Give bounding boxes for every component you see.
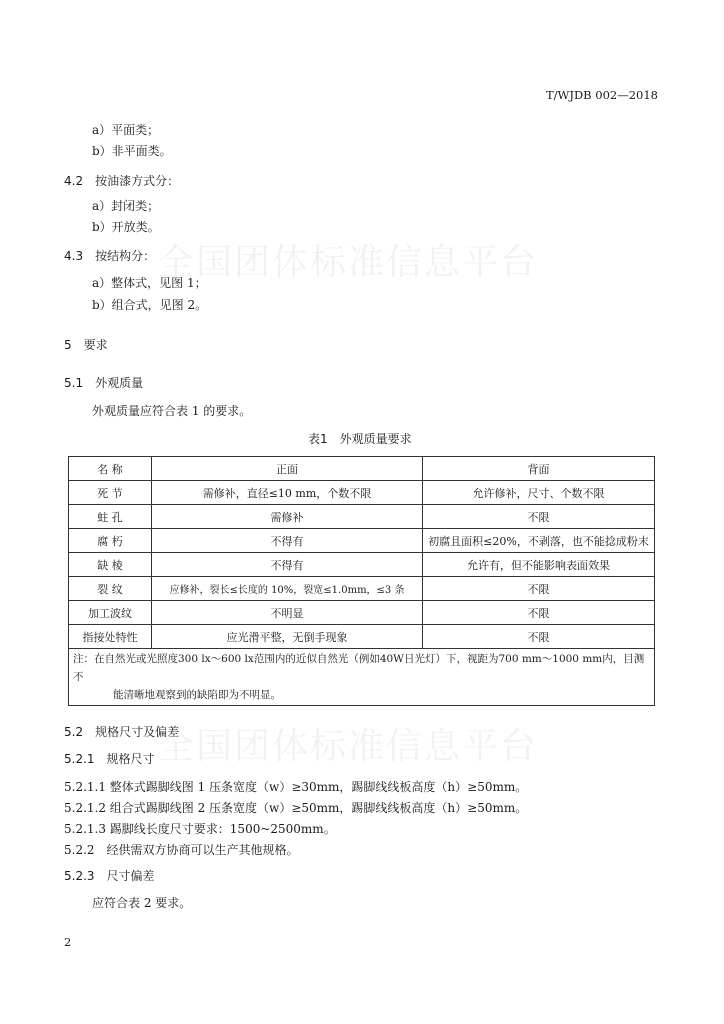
list-item: b）组合式，见图 2。: [92, 298, 208, 312]
table-cell: 不明显: [152, 601, 423, 625]
quality-table: [68, 456, 655, 706]
section-heading: 4.3 按结构分：: [64, 249, 156, 263]
table-row: [69, 505, 655, 529]
paragraph: 应符合表 2 要求。: [92, 896, 192, 910]
table-cell: 不限: [423, 601, 655, 625]
table-cell: 允许修补，尺寸、个数不限: [423, 481, 655, 505]
table-cell: 需修补: [152, 505, 423, 529]
table-row: [69, 553, 655, 577]
section-heading: 5.2.1 规格尺寸: [64, 752, 155, 766]
section-heading: 5.1 外观质量: [64, 376, 144, 390]
list-item: a）封闭类；: [92, 199, 160, 213]
table-note-line: 能清晰地观察到的缺陷即为不明显。: [113, 689, 281, 701]
table-cell: 不限: [423, 505, 655, 529]
list-item: b）开放类。: [92, 220, 160, 234]
paragraph: 5.2.1.3 踢脚线长度尺寸要求：1500~2500mm。: [64, 822, 336, 836]
table-cell: 初腐且面积≤20%，不剥落，也不能捻成粉末: [423, 529, 655, 553]
section-heading: 4.2 按油漆方式分：: [64, 174, 180, 188]
table-cell: 腐 朽: [69, 529, 152, 553]
paragraph: 5.2.2 经供需双方协商可以生产其他规格。: [64, 843, 299, 857]
section-heading: 5.2.3 尺寸偏差: [64, 869, 155, 883]
table-note: [69, 649, 655, 706]
table-row: [69, 481, 655, 505]
list-item: b）非平面类。: [92, 144, 172, 158]
paragraph: 外观质量应符合表 1 的要求。: [92, 404, 252, 418]
table-row: [69, 577, 655, 601]
table-cell: 蛀 孔: [69, 505, 152, 529]
table-note-row: [69, 649, 655, 706]
paragraph: 5.2.1.2 组合式踢脚线图 2 压条宽度（w）≥50mm，踢脚线线板高度（h）≥50mm。: [64, 801, 528, 815]
watermark: 全国团体标准信息平台: [158, 726, 539, 767]
paragraph: 5.2.1.1 整体式踢脚线图 1 压条宽度（w）≥30mm，踢脚线线板高度（h）≥50mm。: [64, 780, 528, 794]
list-item: a）平面类；: [92, 123, 160, 137]
table-cell: 加工波纹: [69, 601, 152, 625]
watermark: 全国团体标准信息平台: [158, 242, 539, 283]
section-heading: 5.2 规格尺寸及偏差: [64, 725, 180, 739]
table-note-line: 注：在自然光或光照度300 lx～600 lx范围内的近似自然光（例如40W日光灯）下，视距为700 mm～1000 mm内，目测不: [73, 653, 645, 683]
section-heading: 5 要求: [64, 338, 108, 352]
table-cell: 指接处特性: [69, 625, 152, 649]
table-row: [69, 529, 655, 553]
table-cell: 缺 棱: [69, 553, 152, 577]
table-cell: 允许有，但不能影响表面效果: [423, 553, 655, 577]
table-cell: 不得有: [152, 553, 423, 577]
table-header-cell: 名 称: [69, 457, 152, 481]
table-cell: 裂 纹: [69, 577, 152, 601]
table-cell: 不得有: [152, 529, 423, 553]
table-row: [69, 601, 655, 625]
table-cell: 需修补，直径≤10 mm，个数不限: [152, 481, 423, 505]
table-cell: 应修补，裂长≤长度的 10%，裂宽≤1.0mm，≤3 条: [152, 577, 423, 601]
table-cell: 不限: [423, 577, 655, 601]
table-header-cell: 正面: [152, 457, 423, 481]
table-header-row: [69, 457, 655, 481]
page-number: 2: [64, 935, 72, 949]
table-cell: 死 节: [69, 481, 152, 505]
list-item: a）整体式，见图 1；: [92, 276, 207, 290]
table-cell: 应光滑平整，无倒手现象: [152, 625, 423, 649]
standard-code: T/WJDB 002—2018: [545, 88, 658, 102]
table-caption: 表1 外观质量要求: [308, 432, 412, 446]
table-cell: 不限: [423, 625, 655, 649]
table-row: [69, 625, 655, 649]
table-header-cell: 背面: [423, 457, 655, 481]
